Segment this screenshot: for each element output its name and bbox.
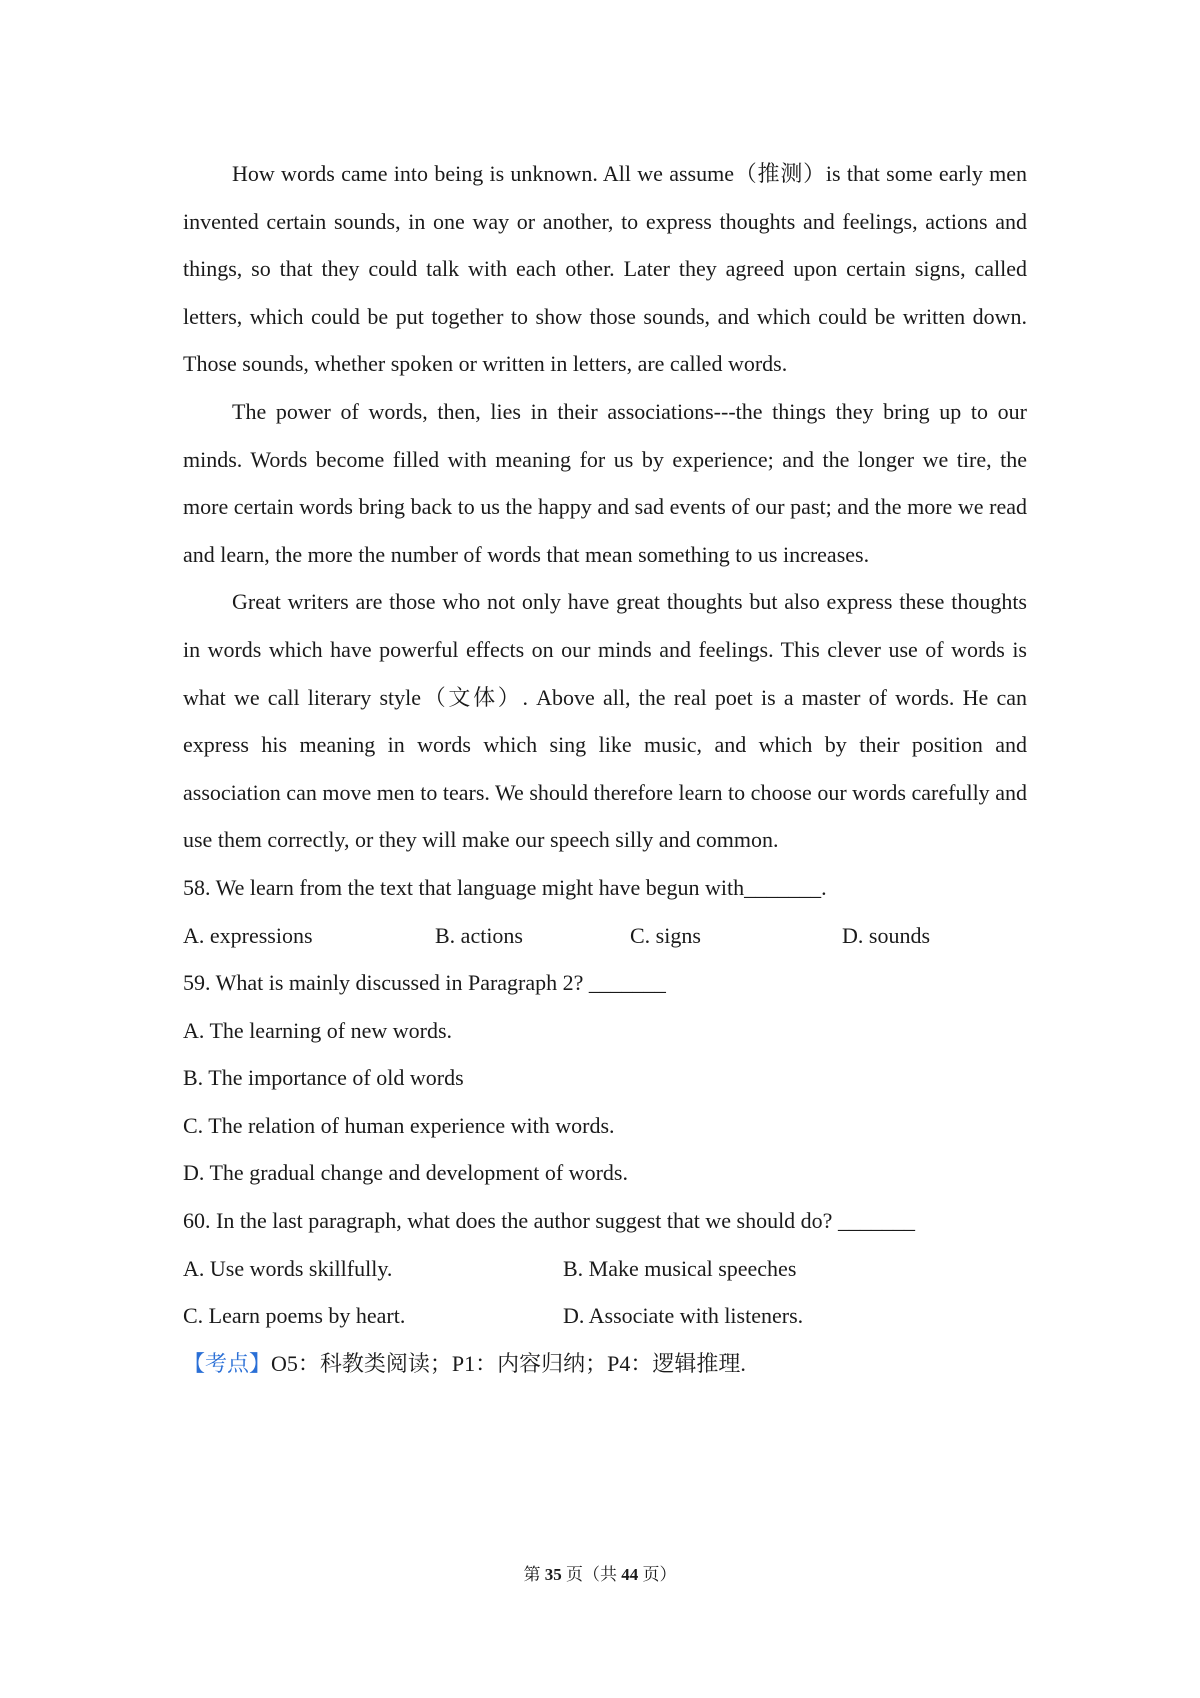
question-58-option-b: B. actions xyxy=(435,922,523,948)
question-60-options-row-1 xyxy=(183,1245,1027,1293)
footer-page-number: 35 xyxy=(544,1565,562,1584)
question-60-option-c: C. Learn poems by heart. xyxy=(183,1303,406,1329)
footer-prefix: 第 xyxy=(523,1565,541,1584)
kaodian-line xyxy=(183,1340,1027,1388)
page-footer xyxy=(0,1563,1200,1587)
kaodian-label: 【考点】 xyxy=(183,1350,272,1376)
question-58-option-c: C. signs xyxy=(630,922,701,948)
question-58-stem: 58. We learn from the text that language might have begun with_______. xyxy=(183,874,827,900)
question-59-option-d: D. The gradual change and development of words. xyxy=(183,1160,628,1186)
question-58-option-a: A. expressions xyxy=(183,922,313,948)
document-body xyxy=(183,150,1027,1387)
question-60-option-d: D. Associate with listeners. xyxy=(563,1303,804,1329)
question-59-option-c: C. The relation of human experience with words. xyxy=(183,1112,615,1138)
question-58-options xyxy=(183,912,1027,960)
question-60-options-row-2 xyxy=(183,1292,1027,1340)
footer-total-pages: 44 xyxy=(621,1565,639,1584)
question-60-stem: 60. In the last paragraph, what does the author suggest that we should do? _______ xyxy=(183,1208,915,1234)
question-58-option-d: D. sounds xyxy=(842,922,931,948)
question-59-option-a: A. The learning of new words. xyxy=(183,1017,453,1043)
footer-middle: 页（共 xyxy=(566,1565,617,1584)
passage-paragraph-3: Great writers are those who not only have great thoughts but also express these thoughts in words which have powerful effects on our minds and feelings. This clever use of words is what we call literary style（文体）. Above all, the real poet is a master of words. He can express his meaning in words which sing like music, and which by their position and association can move men to tears. We should therefore learn to choose our words carefully and use them correctly, or they will make our speech silly and common. xyxy=(183,589,1027,853)
passage-paragraph-2: The power of words, then, lies in their associations---the things they bring up to our minds. Words become filled with meaning for us by experience; and the longer we tire, the more certain words bring back to us the happy and sad events of our past; and the more we read and learn, the more the number of words that mean something to us increases. xyxy=(183,398,1027,567)
kaodian-text: O5：科教类阅读；P1：内容归纳；P4：逻辑推理. xyxy=(271,1350,746,1376)
question-59-stem: 59. What is mainly discussed in Paragraph 2? _______ xyxy=(183,970,666,996)
question-60-option-a: A. Use words skillfully. xyxy=(183,1255,393,1281)
passage-paragraph-1: How words came into being is unknown. All we assume（推测）is that some early men invented certain sounds, in one way or another, to express thoughts and feelings, actions and things, so that they could talk with each other. Later they agreed upon certain signs, called letters, which could be put together to show those sounds, and which could be written down. Those sounds, whether spoken or written in letters, are called words. xyxy=(183,161,1027,377)
question-59-option-b: B. The importance of old words xyxy=(183,1065,464,1091)
footer-suffix: 页） xyxy=(642,1565,677,1584)
question-60-option-b: B. Make musical speeches xyxy=(563,1255,797,1281)
